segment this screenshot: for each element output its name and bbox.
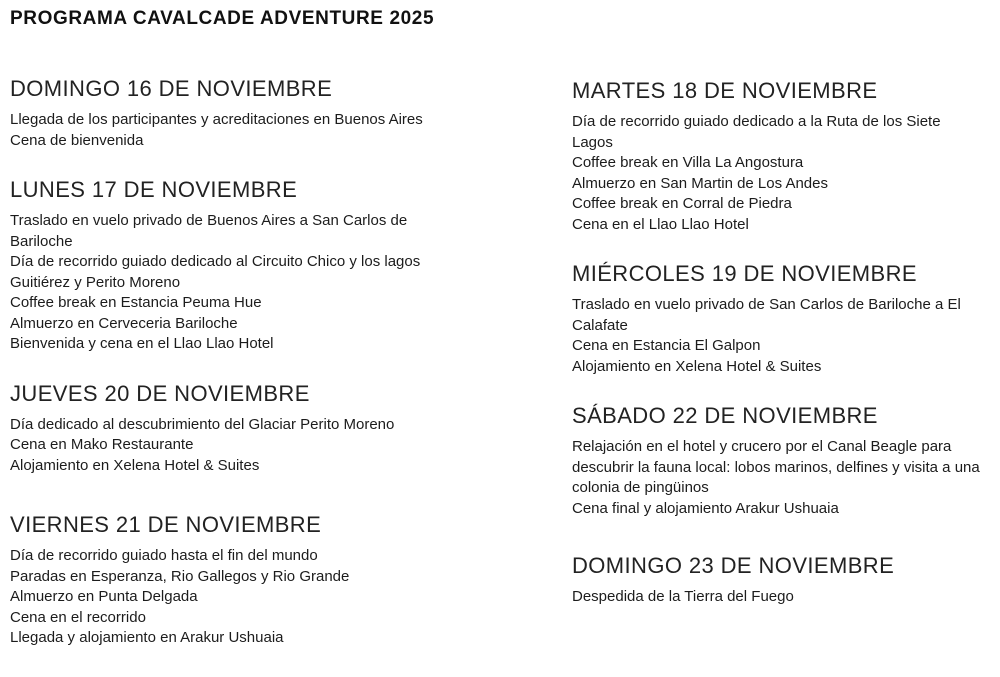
itinerary-item: Almuerzo en San Martin de Los Andes [572,174,828,192]
section-domingo-16 [10,76,468,151]
itinerary-item: Cena de bienvenida [10,131,144,149]
itinerary-item: Cena en Mako Restaurante [10,436,194,453]
section-miercoles-19 [572,261,980,377]
itinerary-item: Cena en Estancia El Galpon [572,337,761,354]
day-heading: MARTES 18 DE NOVIEMBRE [572,78,878,103]
day-heading: VIERNES 21 DE NOVIEMBRE [10,512,322,537]
itinerary-item: Bienvenida y cena en el Llao Llao Hotel [10,335,274,352]
section-viernes-21 [10,512,468,649]
left-column [10,76,468,675]
itinerary-item: Paradas en Esperanza, Rio Gallegos y Rio Grande [10,567,350,585]
itinerary-item: Traslado en vuelo privado de San Carlos de Bariloche a El Calafate [572,296,961,334]
day-heading: SÁBADO 22 DE NOVIEMBRE [572,403,878,428]
section-lunes-17 [10,177,468,355]
itinerary-item: Relajación en el hotel y crucero por el Canal Beagle para descubrir la fauna local: lobos marinos, delfines y visita a una colonia de pingüinos [572,438,980,496]
right-column [572,78,980,634]
itinerary-item: Coffee break en Villa La Angostura [572,154,804,171]
day-heading: JUEVES 20 DE NOVIEMBRE [10,380,310,406]
itinerary-item: Traslado en vuelo privado de Buenos Aires a San Carlos de Bariloche [10,212,408,250]
page-title: PROGRAMA CAVALCADE ADVENTURE 2025 [10,8,435,29]
itinerary-item: Almuerzo en Cerveceria Bariloche [10,314,238,332]
itinerary-item: Coffee break en Estancia Peuma Hue [10,294,262,311]
day-heading: LUNES 17 DE NOVIEMBRE [10,177,298,202]
itinerary-item: Cena en el recorrido [10,608,146,626]
itinerary-item: Llegada de los participantes y acreditaciones en Buenos Aires [10,111,423,128]
itinerary-item: Almuerzo en Punta Delgada [10,588,198,605]
itinerary-item: Día de recorrido guiado hasta el fin del mundo [10,547,318,564]
section-jueves-20 [10,381,468,477]
itinerary-item: Cena en el Llao Llao Hotel [572,215,749,233]
itinerary-item: Día de recorrido guiado dedicado a la Ruta de los Siete Lagos [572,113,941,151]
section-sabado-22 [572,403,980,519]
itinerary-item: Alojamiento en Xelena Hotel & Suites [10,456,260,474]
itinerary-item: Llegada y alojamiento en Arakur Ushuaia [10,629,284,646]
itinerary-item: Día de recorrido guiado dedicado al Circuito Chico y los lagos Guitiérez y Perito Moreno [10,253,421,291]
day-heading: MIÉRCOLES 19 DE NOVIEMBRE [572,261,917,286]
section-domingo-23 [572,553,980,608]
itinerary-item: Día dedicado al descubrimiento del Glaciar Perito Moreno [10,415,395,433]
itinerary-item: Alojamiento en Xelena Hotel & Suites [572,357,822,375]
itinerary-item: Coffee break en Corral de Piedra [572,195,792,212]
day-heading: DOMINGO 16 DE NOVIEMBRE [10,76,333,101]
day-heading: DOMINGO 23 DE NOVIEMBRE [572,553,895,578]
section-martes-18 [572,78,980,235]
itinerary-item: Cena final y alojamiento Arakur Ushuaia [572,499,839,517]
itinerary-item: Despedida de la Tierra del Fuego [572,588,794,605]
